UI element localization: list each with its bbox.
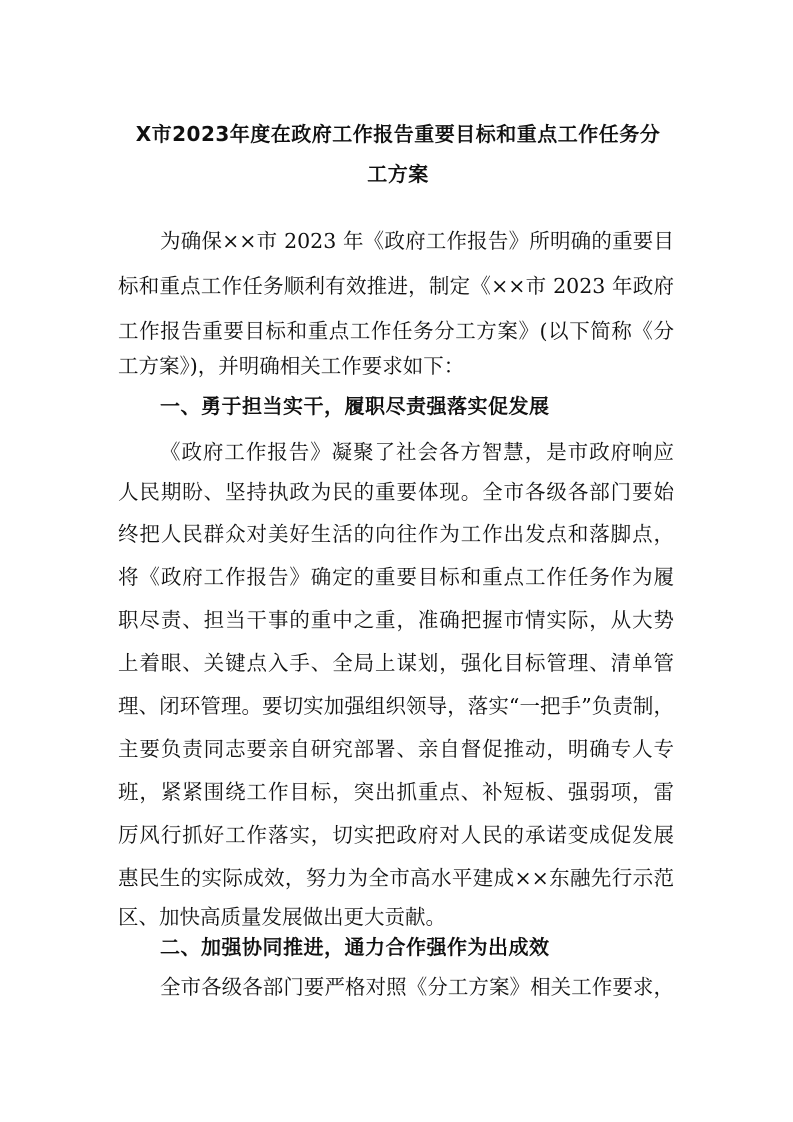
intro-line-2: 标和重点工作任务顺利有效推进，制定《××市 2023 年政府: [118, 274, 674, 298]
section-1-line-5: 职尽责、担当干事的重中之重，准确把握市情实际，从大势: [118, 608, 674, 632]
document-title-line-2: 工方案: [367, 162, 429, 186]
section-1-line-3: 终把人民群众对美好生活的向往作为工作出发点和落脚点，: [118, 522, 674, 546]
section-1-line-11: 惠民生的实际成效，努力为全市高水平建成××东融先行示范: [118, 866, 674, 890]
intro-line-3: 工作报告重要目标和重点工作任务分工方案》(以下简称《分: [118, 319, 674, 343]
section-1-line-9: 班，紧紧围绕工作目标，突出抓重点、补短板、强弱项，雷: [118, 780, 674, 804]
section-1-line-6: 上着眼、关键点入手、全局上谋划，强化目标管理、清单管: [118, 651, 674, 675]
section-2-heading: 二、加强协同推进，通力合作强作为出成效: [160, 935, 550, 959]
section-1-line-12: 区、加快高质量发展做出更大贡献。: [118, 905, 446, 929]
section-2-line-1: 全市各级各部门要严格对照《分工方案》相关工作要求，: [160, 975, 674, 999]
section-1-line-7: 理、闭环管理。要切实加强组织领导，落实“一把手”负责制，: [118, 694, 674, 718]
section-1-line-8: 主要负责同志要亲自研究部署、亲自督促推动，明确专人专: [118, 737, 674, 761]
section-1-heading: 一、勇于担当实干，履职尽责强落实促发展: [160, 394, 550, 418]
document-title-line-1: X市2023年度在政府工作报告重要目标和重点工作任务分: [135, 122, 661, 146]
section-1-line-2: 人民期盼、坚持执政为民的重要体现。全市各级各部门要始: [118, 480, 674, 504]
section-1-line-4: 将《政府工作报告》确定的重要目标和重点工作任务作为履: [118, 565, 674, 589]
intro-line-4: 工方案》)，并明确相关工作要求如下：: [118, 354, 465, 378]
section-1-line-1: 《政府工作报告》凝聚了社会各方智慧，是市政府响应: [160, 440, 674, 464]
intro-line-1: 为确保××市 2023 年《政府工作报告》所明确的重要目: [160, 229, 674, 253]
section-1-line-10: 厉风行抓好工作落实，切实把政府对人民的承诺变成促发展: [118, 823, 674, 847]
